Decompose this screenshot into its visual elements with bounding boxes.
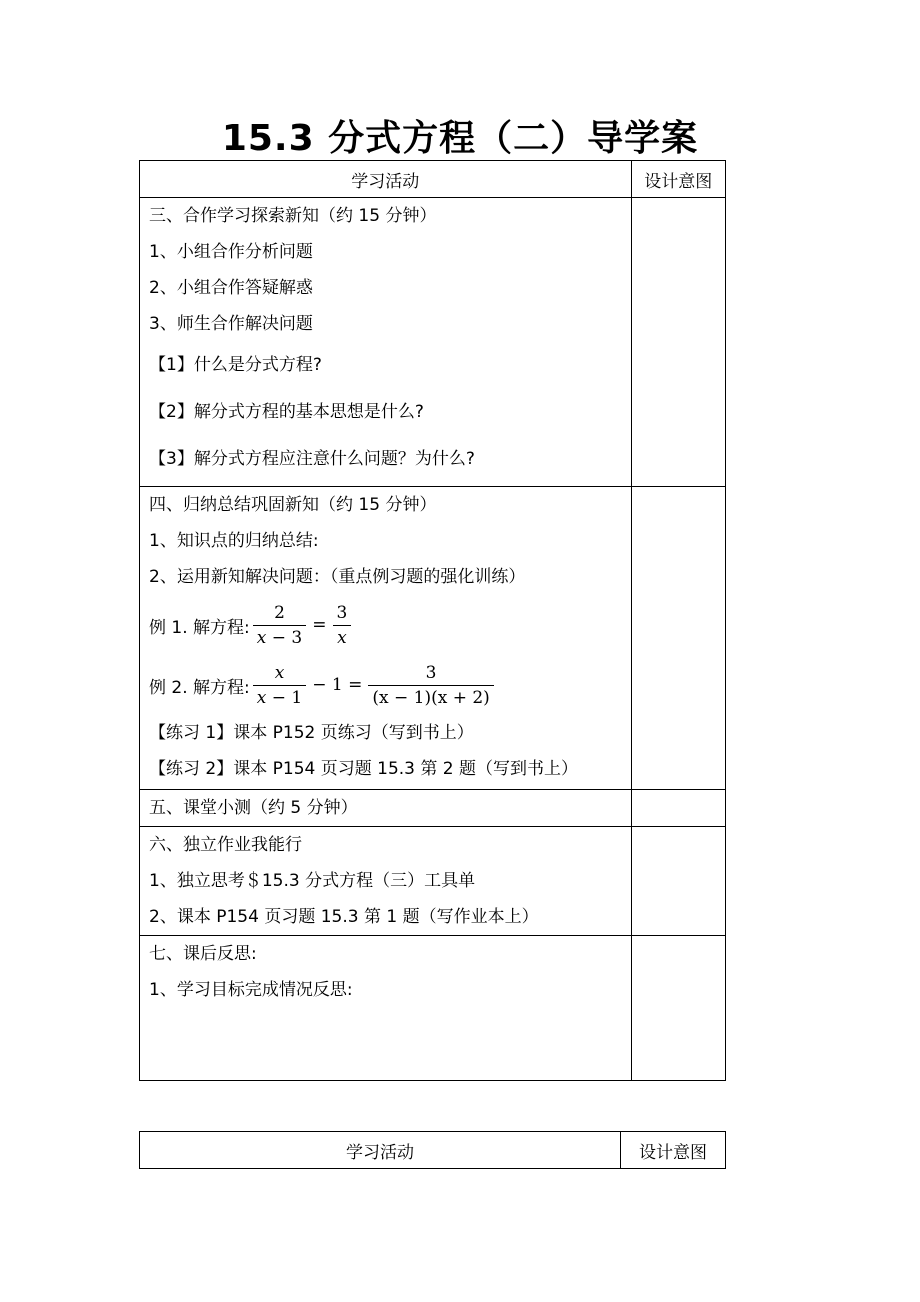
section-3-heading: 三、合作学习探索新知（约 15 分钟） bbox=[149, 206, 437, 226]
section-3-question: 【2】解分式方程的基本思想是什么? bbox=[149, 402, 424, 422]
section-4-cell bbox=[140, 487, 632, 790]
section-4-row bbox=[140, 487, 726, 790]
lesson-table bbox=[139, 160, 726, 1081]
section-3-question: 【3】解分式方程应注意什么问题？为什么? bbox=[149, 449, 475, 469]
section-6-row bbox=[140, 827, 726, 936]
activity-header: 学习活动 bbox=[140, 161, 632, 198]
practice-item: 【练习 2】课本 P154 页习题 15.3 第 2 题（写到书上） bbox=[149, 759, 579, 779]
example-2-label: 例 2. 解方程: bbox=[149, 677, 250, 698]
design-header: 设计意图 bbox=[621, 1132, 726, 1169]
section-7-row bbox=[140, 936, 726, 1081]
section-4-heading: 四、归纳总结巩固新知（约 15 分钟） bbox=[149, 495, 437, 515]
section-3-design-cell bbox=[631, 198, 725, 487]
example-1-lhs-fraction: $\frac{2}{x - 3}$ bbox=[253, 603, 306, 648]
practice-item: 【练习 1】课本 P152 页练习（写到书上） bbox=[149, 723, 474, 743]
section-5-design-cell bbox=[631, 790, 725, 827]
section-3-item: 2、小组合作答疑解惑 bbox=[149, 278, 313, 298]
example-2-rhs-fraction: $\frac{3}{(x - 1)(x + 2)}$ bbox=[368, 663, 493, 708]
example-2-lhs-fraction: $\frac{x}{x - 1}$ bbox=[253, 663, 306, 708]
lesson-table-continued bbox=[139, 1131, 726, 1169]
example-1 bbox=[149, 595, 631, 655]
section-3-question: 【1】什么是分式方程? bbox=[149, 355, 322, 375]
example-1-label: 例 1. 解方程: bbox=[149, 617, 250, 638]
section-6-item: 2、课本 P154 页习题 15.3 第 1 题（写作业本上） bbox=[149, 907, 539, 927]
section-3-item: 3、师生合作解决问题 bbox=[149, 314, 313, 334]
section-5-row bbox=[140, 790, 726, 827]
section-4-item: 1、知识点的归纳总结: bbox=[149, 531, 319, 551]
section-7-item: 1、学习目标完成情况反思: bbox=[149, 980, 353, 1000]
page-title: 15.3 分式方程（二）导学案 bbox=[221, 118, 699, 159]
table-header-row bbox=[140, 161, 726, 198]
example-2 bbox=[149, 655, 631, 715]
section-5-heading: 五、课堂小测（约 5 分钟） bbox=[149, 798, 358, 818]
section-7-heading: 七、课后反思: bbox=[149, 944, 257, 964]
table-header-row bbox=[140, 1132, 726, 1169]
section-5-cell bbox=[140, 790, 632, 827]
section-6-heading: 六、独立作业我能行 bbox=[149, 835, 302, 855]
section-4-item: 2、运用新知解决问题：（重点例习题的强化训练） bbox=[149, 567, 526, 587]
example-1-rhs-fraction: $\frac{3}{x}$ bbox=[332, 603, 351, 648]
section-7-cell bbox=[140, 936, 632, 1081]
section-6-design-cell bbox=[631, 827, 725, 936]
design-header: 设计意图 bbox=[631, 161, 725, 198]
example-1-equation: $\frac{2}{x - 3}$ = $\frac{3}{x}$ bbox=[250, 603, 355, 648]
section-6-cell bbox=[140, 827, 632, 936]
example-2-equation: $\frac{x}{x - 1}$ − 1 = $\frac{3}{(x - 1)(x + 2)}$ bbox=[250, 663, 497, 708]
section-7-design-cell bbox=[631, 936, 725, 1081]
section-3-cell bbox=[140, 198, 632, 487]
section-4-design-cell bbox=[631, 487, 725, 790]
section-6-item: 1、独立思考＄15.3 分式方程（三）工具单 bbox=[149, 871, 476, 891]
section-3-item: 1、小组合作分析问题 bbox=[149, 242, 313, 262]
activity-header: 学习活动 bbox=[140, 1132, 621, 1169]
section-3-row bbox=[140, 198, 726, 487]
